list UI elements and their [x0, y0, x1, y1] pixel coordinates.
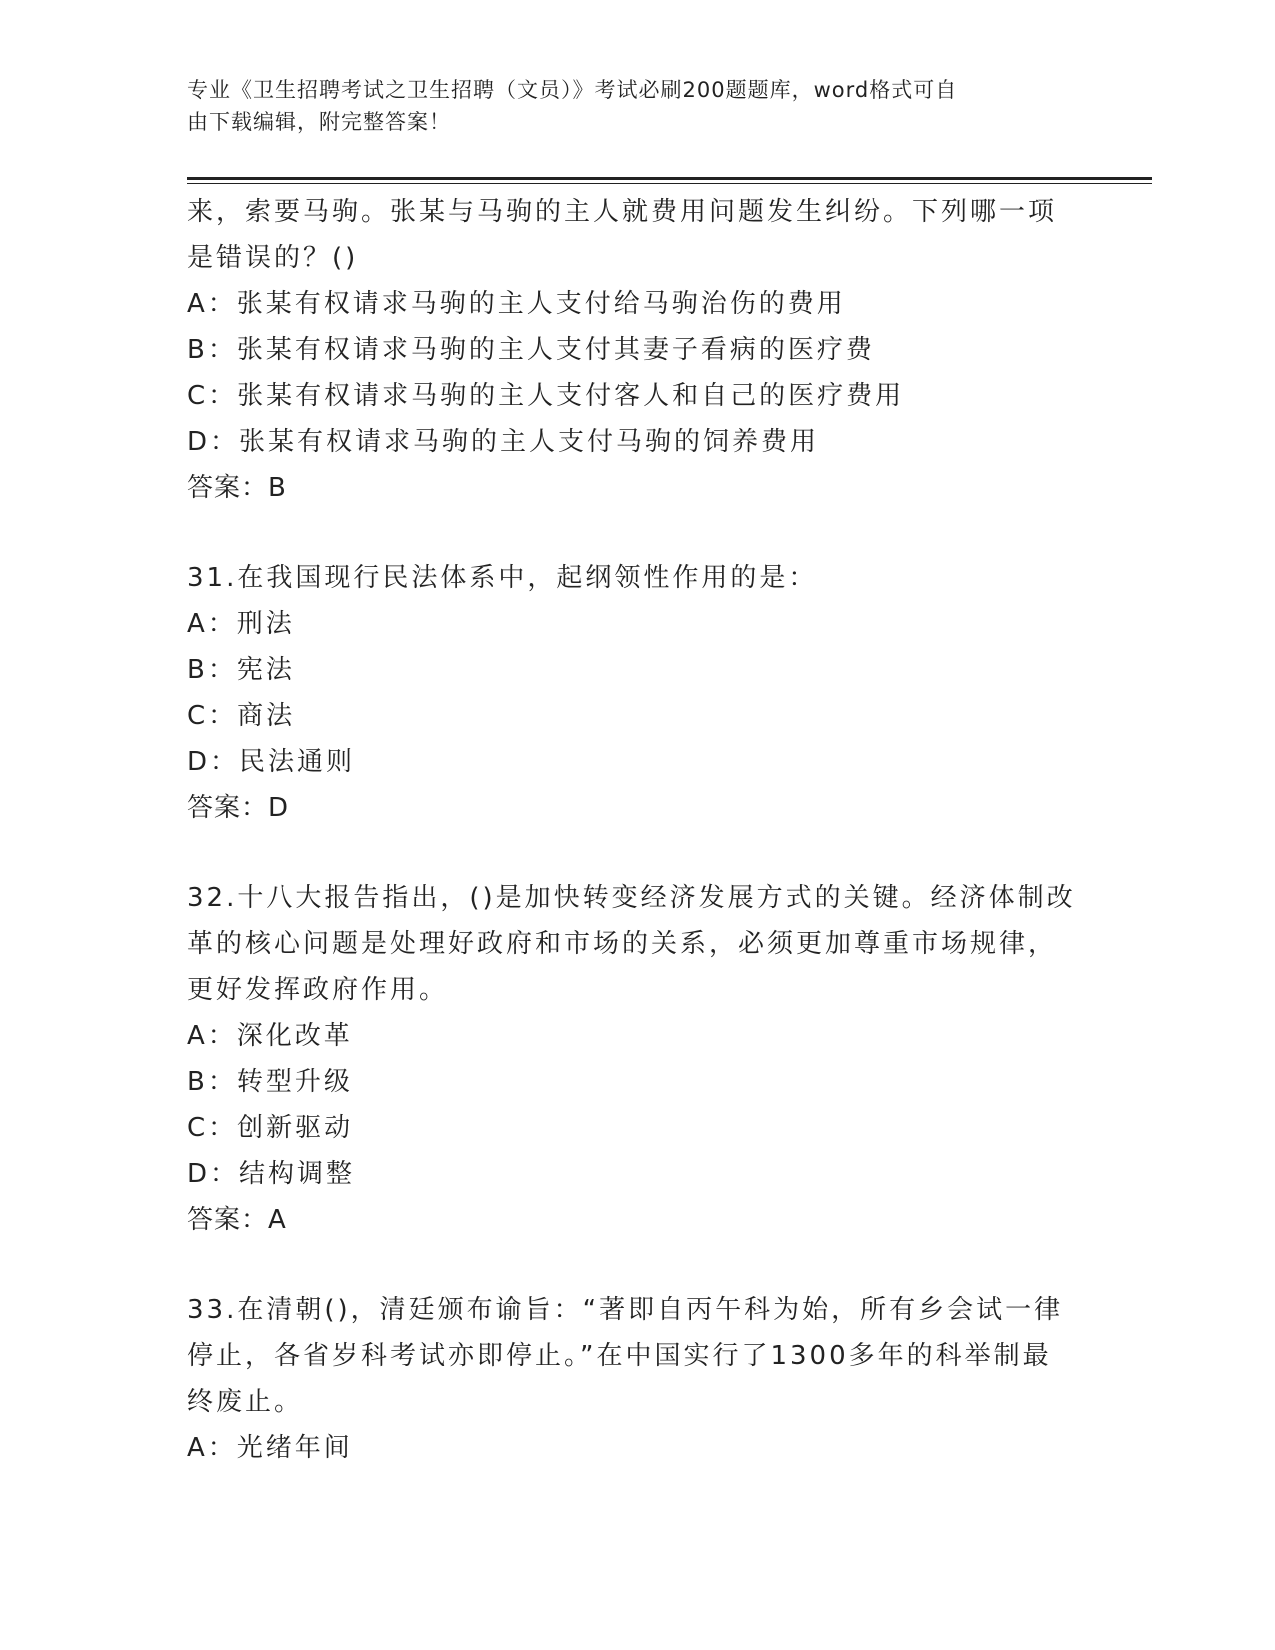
option-d: D：民法通则: [187, 747, 356, 777]
question-stem-line: 31.在我国现行民法体系中，起纲领性作用的是：: [187, 563, 818, 593]
question-stem-line: 停止，各省岁科考试亦即停止。”在中国实行了1300多年的科举制最: [187, 1341, 1052, 1371]
option-b: B：张某有权请求马驹的主人支付其妻子看病的医疗费: [187, 335, 875, 365]
option-a: A：光绪年间: [187, 1433, 353, 1463]
option-d: D：张某有权请求马驹的主人支付马驹的饲养费用: [187, 427, 820, 457]
header-rule-thick: [187, 177, 1152, 180]
document-body: [187, 189, 1076, 1471]
answer-line: 答案：D: [187, 793, 290, 823]
option-c: C：商法: [187, 701, 296, 731]
option-c: C：创新驱动: [187, 1113, 354, 1143]
question-31: [187, 555, 1067, 831]
header-line-2: 由下载编辑，附完整答案！: [187, 110, 451, 134]
question-stem-line: 终废止。: [187, 1387, 304, 1417]
question-33: [187, 1287, 1067, 1471]
option-b: B：宪法: [187, 655, 295, 685]
header-rule-thin: [187, 183, 1152, 184]
answer-line: 答案：B: [187, 473, 287, 503]
option-c: C：张某有权请求马驹的主人支付客人和自己的医疗费用: [187, 381, 905, 411]
option-d: D：结构调整: [187, 1159, 356, 1189]
option-a: A：深化改革: [187, 1021, 353, 1051]
question-32: [187, 875, 1076, 1243]
question-stem-line: 更好发挥政府作用。: [187, 975, 449, 1005]
answer-line: 答案：A: [187, 1205, 287, 1235]
question-gap: [187, 831, 1067, 875]
question-stem-line: 32.十八大报告指出，()是加快转变经济发展方式的关键。经济体制改: [187, 883, 1076, 913]
option-b: B：转型升级: [187, 1067, 353, 1097]
option-a: A：刑法: [187, 609, 295, 639]
question-stem-line: 是错误的？(): [187, 243, 359, 273]
document-header: [187, 74, 1067, 138]
option-a: A：张某有权请求马驹的主人支付给马驹治伤的费用: [187, 289, 846, 319]
question-stem-line: 革的核心问题是处理好政府和市场的关系，必须更加尊重市场规律，: [187, 929, 1058, 959]
question-stem-line: 33.在清朝()，清廷颁布谕旨：“著即自丙午科为始，所有乡会试一律: [187, 1295, 1064, 1325]
question-stem-line: 来，索要马驹。张某与马驹的主人就费用问题发生纠纷。下列哪一项: [187, 197, 1058, 227]
header-line-1: 专业《卫生招聘考试之卫生招聘（文员）》考试必刷200题题库，word格式可自: [187, 78, 958, 102]
question-30: [187, 189, 1067, 511]
question-gap: [187, 511, 1067, 555]
question-gap: [187, 1243, 1067, 1287]
